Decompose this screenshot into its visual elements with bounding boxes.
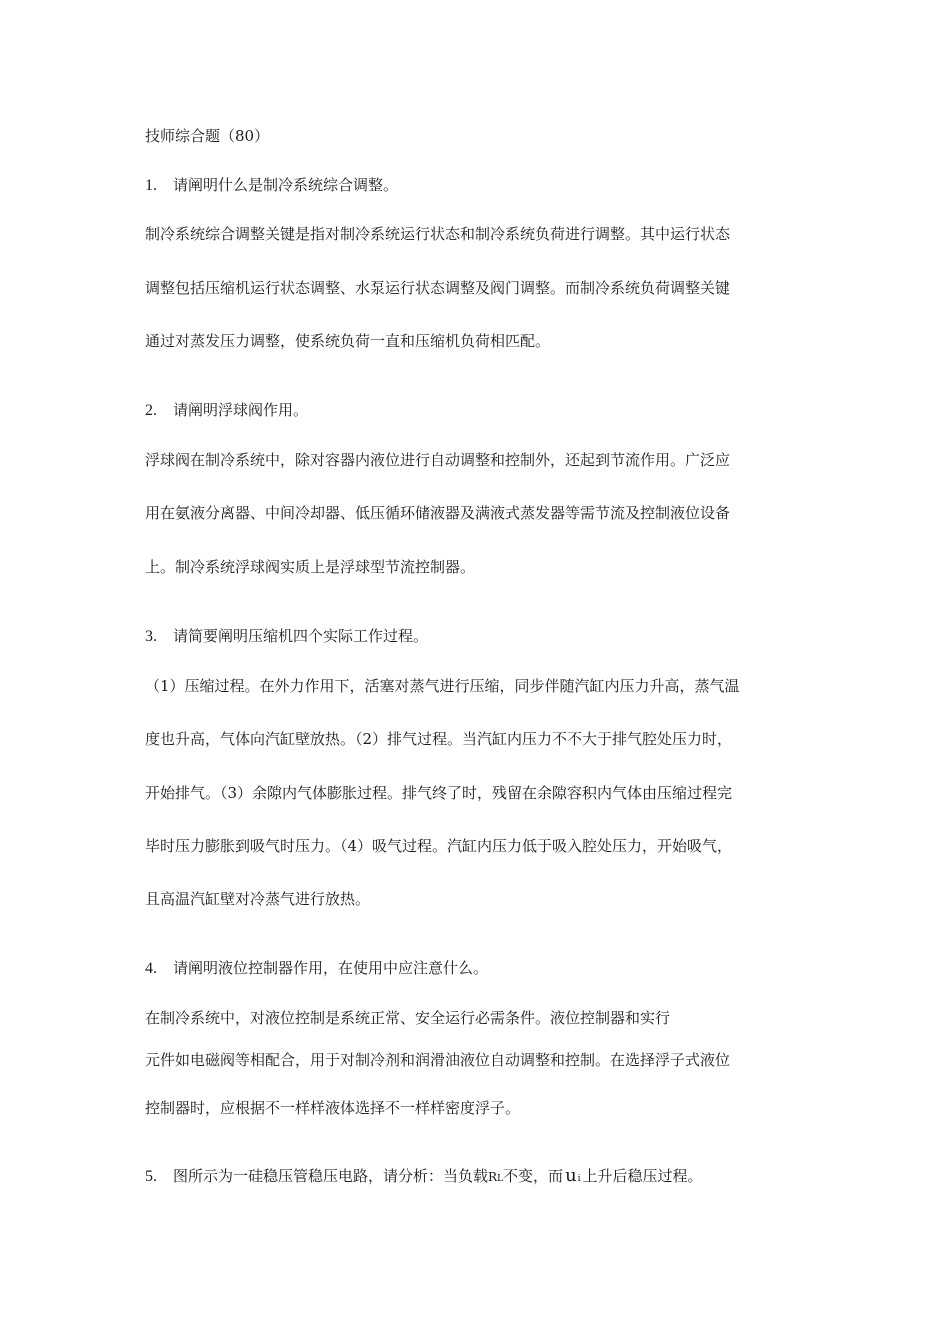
question-2 <box>145 400 308 421</box>
answer-line: 元件如电磁阀等相配合，用于对制冷剂和润滑油液位自动调整和控制。在选择浮子式液位 <box>145 1051 731 1069</box>
answer-line: 毕时压力膨胀到吸气时压力。（4）吸气过程。汽缸内压力低于吸入腔处压力，开始吸气， <box>145 837 733 855</box>
question-text-part: 上升后稳压过程。 <box>582 1167 703 1185</box>
answer-line: 控制器时，应根据不一样样液体选择不一样样密度浮子。 <box>145 1099 521 1117</box>
question-text-part: 不变，而 <box>503 1167 564 1185</box>
question-4 <box>145 958 488 979</box>
question-number: 3. <box>145 628 157 645</box>
question-text: 请阐明什么是制冷系统综合调整。 <box>173 176 399 194</box>
symbol-rl: RL <box>488 1170 504 1184</box>
question-text: 请简要阐明压缩机四个实际工作过程。 <box>173 627 429 645</box>
answer-line: 开始排气。（3）余隙内气体膨胀过程。排气终了时，残留在余隙容积内气体由压缩过程完 <box>145 784 733 802</box>
answer-line: 用在氨液分离器、中间冷却器、低压循环储液器及满液式蒸发器等需节流及控制液位设备 <box>145 504 731 522</box>
question-number: 2. <box>145 402 157 419</box>
question-number: 1. <box>145 177 157 194</box>
answer-line: 浮球阀在制冷系统中，除对容器内液位进行自动调整和控制外，还起到节流作用。广泛应 <box>145 451 731 469</box>
answer-line: 通过对蒸发压力调整，使系统负荷一直和压缩机负荷相匹配。 <box>145 332 551 350</box>
question-5 <box>145 1166 703 1189</box>
question-number: 4. <box>145 960 157 977</box>
answer-line: 制冷系统综合调整关键是指对制冷系统运行状态和制冷系统负荷进行调整。其中运行状态 <box>145 225 731 243</box>
question-1 <box>145 175 398 196</box>
answer-line: 度也升高，气体向汽缸壁放热。（2）排气过程。当汽缸内压力不不大于排气腔处压力时， <box>145 730 733 748</box>
answer-line: 调整包括压缩机运行状态调整、水泵运行状态调整及阀门调整。而制冷系统负荷调整关键 <box>145 279 731 297</box>
answer-line: 在制冷系统中，对液位控制是系统正常、安全运行必需条件。液位控制器和实行 <box>145 1009 671 1027</box>
page-title: 技师综合题（80） <box>145 127 270 145</box>
question-number: 5. <box>145 1168 157 1185</box>
question-text: 请阐明液位控制器作用，在使用中应注意什么。 <box>173 959 489 977</box>
answer-line: 且高温汽缸壁对冷蒸气进行放热。 <box>145 890 371 908</box>
answer-line: 上。制冷系统浮球阀实质上是浮球型节流控制器。 <box>145 558 476 576</box>
question-3 <box>145 626 428 647</box>
symbol-ui: ui <box>565 1165 581 1186</box>
question-text-part: 图所示为一硅稳压管稳压电路，请分析：当负载 <box>173 1167 489 1185</box>
answer-line: （1）压缩过程。在外力作用下，活塞对蒸气进行压缩，同步伴随汽缸内压力升高，蒸气温 <box>145 677 740 695</box>
question-text: 请阐明浮球阀作用。 <box>173 401 309 419</box>
